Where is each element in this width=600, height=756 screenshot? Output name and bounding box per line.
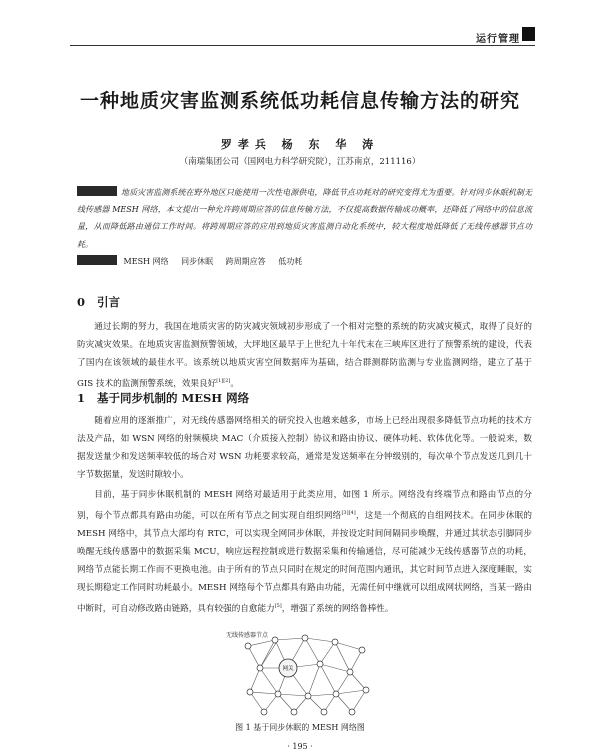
figure-node-label: 无线传感器节点 — [226, 633, 269, 639]
mesh-network-figure — [220, 628, 390, 718]
keywords-tag — [77, 255, 117, 265]
abstract-text: 地质灾害监测系统在野外地区只能使用一次性电源供电，降低节点功耗对的研究变得尤为重要。针对同步休眠机制无线传感器 MESH 网络，本文提出一种允许跨周期应答的信息传输方法，不仅提高数据传输成功概率，还降低了网络中的信息流量，从而降低路由通信工作时间。将跨周期应答的应用到地质灾害监测自动化系统中，较大程度地低降低了无线传感器节点功耗。 — [77, 188, 532, 249]
keyword: MESH 网络 — [123, 257, 169, 266]
paper-authors: 罗孝兵 杨 东 华 涛 — [220, 138, 380, 151]
keyword: 低功耗 — [278, 257, 303, 266]
section1-paragraph-1: 随着应用的逐渐推广，对无线传感器网络相关的研究投入也越来越多，市场上已经出现很多降低节点功耗的技术方法及产品，如 WSN 网络的射频模块 MAC（介质接入控制）协议和路由协议、硬体功耗、软体优化等。一般说来，数据发送量少和发送频率较低的场合对 WSN 功耗要求较高，通常是发送频率在分钟级别的，每次单个节点发送几到几十字节数据量，发送时隙较小。 — [77, 416, 532, 480]
keyword: 同步休眠 — [181, 257, 214, 266]
page-number: · 195 · — [287, 742, 313, 751]
gateway-label: 网关 — [282, 666, 294, 672]
abstract — [77, 184, 532, 253]
section1-paragraph-2: 目前，基于同步休眠机制的 MESH 网络对最适用于此类应用，如图 1 所示。网络没有终端节点和路由节点的分别，每个节点都具有路由功能，可以在所有节点之间实现自组织网络[3][4]，这是一个彻底的自组网技术。在同步休眠的 MESH 网络中，其节点大部均有 RTC，可以实现全网同步休眠，并按设定时间间隔同步唤醒，并通过其状态引脚同步唤醒无线传感器中的数据采集 MCU，响应远程控制或进行数据采集和传输通信，尽可能减少无线传感器节点的功耗，网络节点能长期工作而不更换电池。由于所有的节点只同时在规定的时间范围内通讯，其它时间节点进入深度睡眠，实现长期稳定工作同时功耗最小。MESH 网络每个节点都具有路由功能，无需任何中继就可以组成网状网络，当某一路由中断时，可自动修改路由链路，具有较强的自愈能力[5]，增强了系统的网络鲁棒性。 — [77, 490, 532, 614]
abstract-tag — [77, 186, 117, 196]
citation: [3][4] — [341, 510, 356, 516]
section-heading-intro: 0 引言 — [77, 295, 120, 309]
header-rule — [70, 45, 535, 46]
running-header: 运行管理 — [476, 34, 520, 45]
mesh-links — [248, 638, 366, 712]
keywords — [77, 255, 532, 268]
keyword: 跨周期应答 — [225, 257, 266, 266]
section-heading-1: 1 基于同步机制的 MESH 网络 — [77, 391, 250, 405]
citation: [1][2] — [216, 378, 231, 384]
header-marker — [522, 27, 535, 41]
citation: [5] — [274, 602, 282, 609]
intro-paragraph: 通过长期的努力，我国在地质灾害的防灾减灾领域初步形成了一个相对完整的系统的防灾减灾模式，取得了良好的防灾减灾效果。在地质灾害监测预警领域，大坪地区最早于上世纪九十年代末在三峡库区进行了预警系统的建设，代表了国内在该领域的最佳水平。该系统以地质灾害空间数据库为基础，结合群测群防监测与专业监测网络，建立了基于 GIS 技术的监测预警系统，效果良好[1][2]。 — [77, 322, 532, 389]
figure-caption: 图 1 基于同步休眠的 MESH 网络图 — [235, 723, 365, 732]
paper-title: 一种地质灾害监测系统低功耗信息传输方法的研究 — [79, 90, 520, 112]
paper-affiliation: （南瑞集团公司（国网电力科学研究院），江苏南京，211116） — [179, 157, 421, 167]
mesh-nodes — [245, 635, 369, 715]
